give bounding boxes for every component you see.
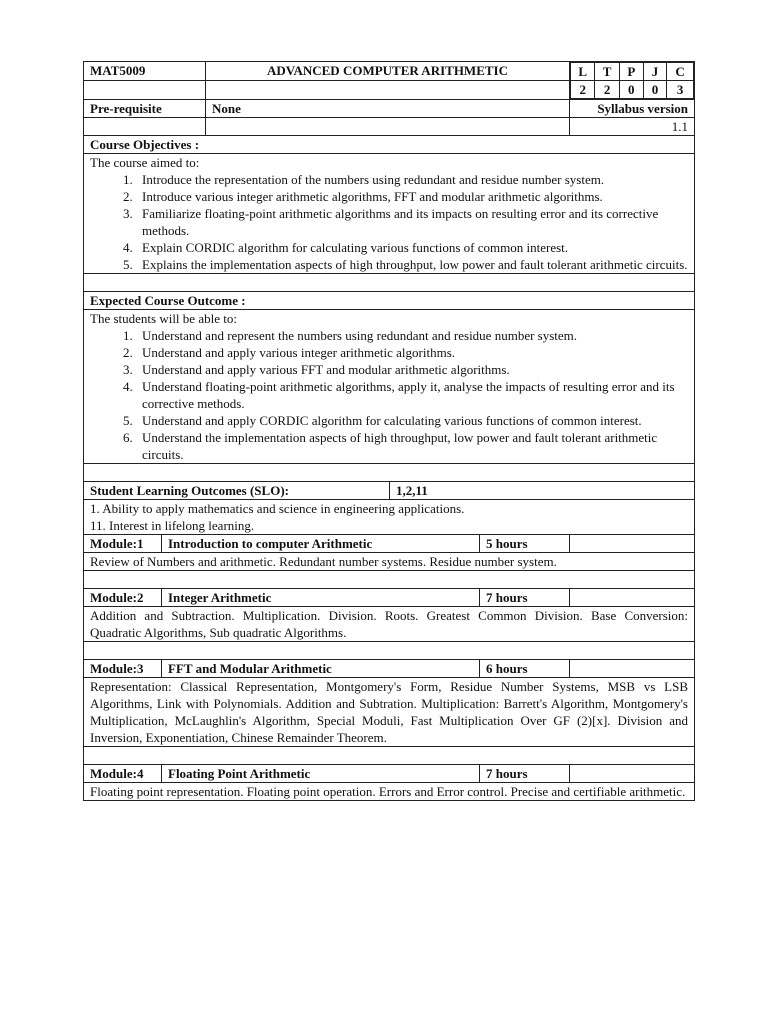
spacer-row (84, 274, 695, 292)
syllabus-version-value: 1.1 (570, 118, 695, 136)
slo-label: Student Learning Outcomes (SLO): (84, 482, 390, 500)
ltpjc-label-t: T (595, 63, 619, 81)
ltpjc-value-l: 2 (571, 81, 595, 99)
list-item: 5. Explains the implementation aspects of high throughput, low power and fault tolerant arithmetic circuits. (136, 256, 688, 273)
ltpjc-table (570, 62, 694, 99)
module-title: FFT and Modular Arithmetic (162, 660, 480, 678)
slo-value: 1,2,11 (390, 482, 695, 500)
list-item: 2. Understand and apply various integer arithmetic algorithms. (136, 344, 688, 361)
spacer-row (84, 642, 695, 660)
list-item: 4. Understand floating-point arithmetic algorithms, apply it, analyse the impacts of resulting error and its corrective methods. (136, 378, 688, 412)
module-4-content: Floating point representation. Floating point operation. Errors and Error control. Precise and certifiable arithmetic. (84, 783, 695, 801)
objectives-heading: Course Objectives : (84, 136, 695, 154)
module-3-content: Representation: Classical Representation, Montgomery's Form, Residue Number Systems, MSB vs LSB Algorithms, Link with Polynomials. Addition and Subtration. Multiplication: Barrett's Algorithm, Montgomery's Multiplication, McLaughlin's Algorithm, Special Moduli, Fast Multiplication Over GF (2)[x]. Division and Inversion, Exponentiation, Chinese Remainder Theorem. (84, 678, 695, 747)
ltpjc-label-p: P (619, 63, 643, 81)
ltpjc-value-c: 3 (667, 81, 694, 99)
empty-cell (84, 118, 206, 136)
module-label: Module:2 (84, 589, 162, 607)
course-code: MAT5009 (84, 62, 206, 81)
ltpjc-value-j: 0 (643, 81, 666, 99)
empty-cell (84, 81, 206, 100)
outcomes-body (84, 310, 695, 464)
slo-line-2: 11. Interest in lifelong learning. (90, 518, 255, 533)
module-2-header (84, 589, 695, 607)
list-item: 2. Introduce various integer arithmetic algorithms, FFT and modular arithmetic algorithms. (136, 188, 688, 205)
module-4-header (84, 765, 695, 783)
ltpjc-label-l: L (571, 63, 595, 81)
module-title: Integer Arithmetic (162, 589, 480, 607)
empty-cell (570, 535, 695, 553)
list-item: 3. Understand and apply various FFT and modular arithmetic algorithms. (136, 361, 688, 378)
module-label: Module:1 (84, 535, 162, 553)
objectives-body (84, 154, 695, 274)
prereq-value: None (206, 100, 570, 118)
module-hours: 7 hours (480, 765, 570, 783)
list-item: 5. Understand and apply CORDIC algorithm for calculating various functions of common interest. (136, 412, 688, 429)
slo-line-1: 1. Ability to apply mathematics and science in engineering applications. (90, 501, 465, 516)
header-row (84, 62, 695, 81)
outcomes-list (90, 327, 688, 463)
prereq-label: Pre-requisite (84, 100, 206, 118)
slo-body (84, 500, 695, 535)
objectives-intro: The course aimed to: (90, 155, 200, 170)
empty-cell (206, 118, 570, 136)
ltpjc-cell (570, 62, 695, 100)
module-hours: 5 hours (480, 535, 570, 553)
ltpjc-value-p: 0 (619, 81, 643, 99)
empty-cell (206, 81, 570, 100)
spacer-row (84, 747, 695, 765)
spacer-row (84, 571, 695, 589)
syllabus-sheet (83, 61, 694, 801)
empty-cell (570, 660, 695, 678)
module-2-content: Addition and Subtraction. Multiplication. Division. Roots. Greatest Common Division. Base Conversion: Quadratic Algorithms, Sub quadratic Algorithms. (84, 607, 695, 642)
module-hours: 7 hours (480, 589, 570, 607)
prereq-row (84, 100, 695, 118)
module-label: Module:4 (84, 765, 162, 783)
module-label: Module:3 (84, 660, 162, 678)
list-item: 4. Explain CORDIC algorithm for calculating various functions of common interest. (136, 239, 688, 256)
empty-cell (570, 765, 695, 783)
list-item: 6. Understand the implementation aspects of high throughput, low power and fault tolerant arithmetic circuits. (136, 429, 688, 463)
spacer-row (84, 464, 695, 482)
module-title: Introduction to computer Arithmetic (162, 535, 480, 553)
list-item: 1. Understand and represent the numbers using redundant and residue number system. (136, 327, 688, 344)
module-title: Floating Point Arithmetic (162, 765, 480, 783)
ltpjc-label-j: J (643, 63, 666, 81)
module-3-header (84, 660, 695, 678)
syllabus-version-label: Syllabus version (570, 100, 695, 118)
ltpjc-label-c: C (667, 63, 694, 81)
list-item: 3. Familiarize floating-point arithmetic algorithms and its impacts on resulting error and its corrective methods. (136, 205, 688, 239)
course-title: ADVANCED COMPUTER ARITHMETIC (206, 62, 570, 81)
outcomes-heading: Expected Course Outcome : (84, 292, 695, 310)
list-item: 1. Introduce the representation of the numbers using redundant and residue number system. (136, 171, 688, 188)
outcomes-intro: The students will be able to: (90, 311, 237, 326)
module-1-header (84, 535, 695, 553)
syllabus-table (83, 61, 695, 801)
objectives-list (90, 171, 688, 273)
module-hours: 6 hours (480, 660, 570, 678)
ltpjc-value-t: 2 (595, 81, 619, 99)
module-1-content: Review of Numbers and arithmetic. Redundant number systems. Residue number system. (84, 553, 695, 571)
prereq-row-2 (84, 118, 695, 136)
slo-row (84, 482, 695, 500)
empty-cell (570, 589, 695, 607)
